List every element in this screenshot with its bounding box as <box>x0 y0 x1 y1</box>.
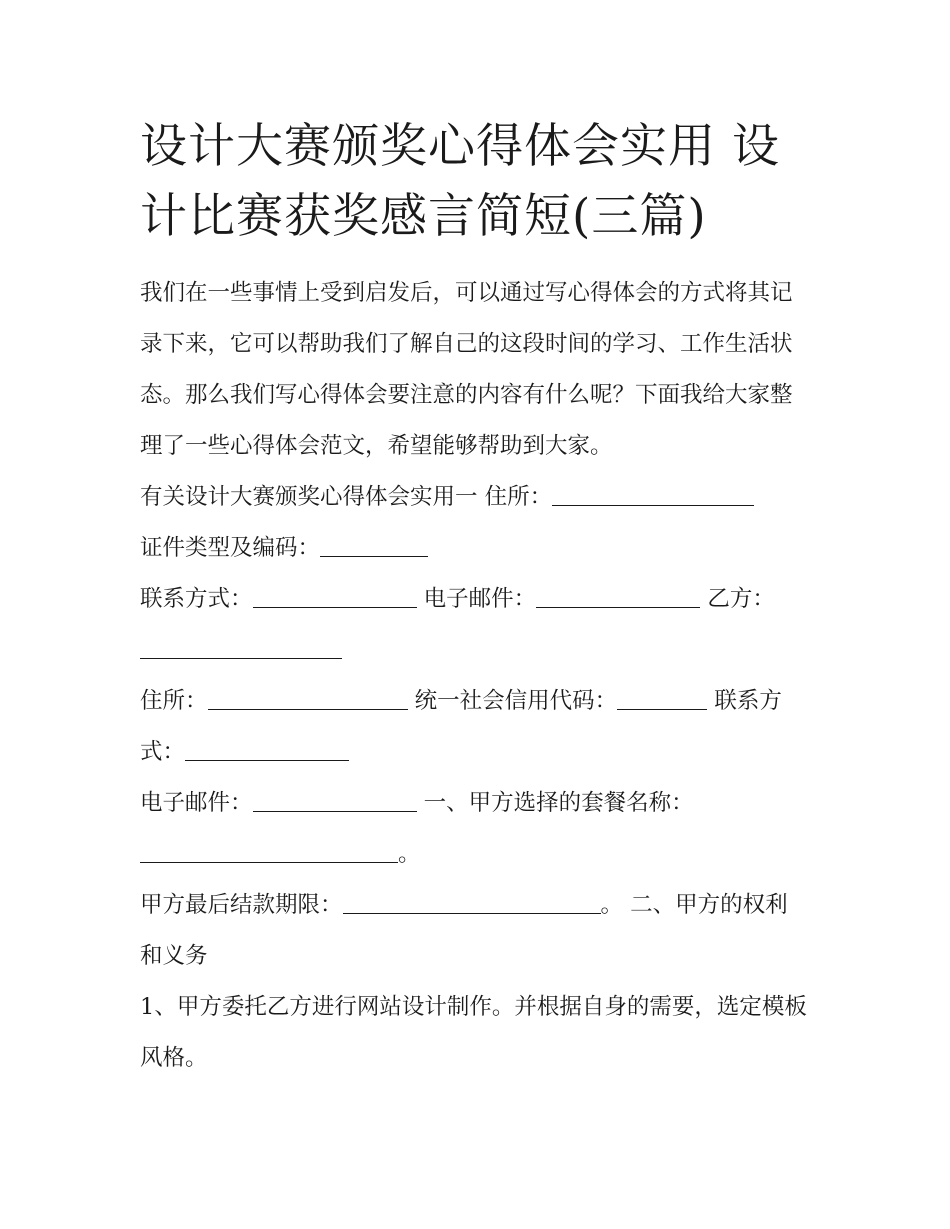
rights-heading: 。 二、甲方的权利和义务 <box>140 892 788 969</box>
contact-blank <box>253 585 417 608</box>
party-b-email-label: 电子邮件： <box>140 790 253 816</box>
party-b-email-blank <box>253 789 417 812</box>
credit-code-blank <box>617 687 707 710</box>
deadline-blank <box>343 891 601 914</box>
address-blank <box>552 483 754 506</box>
intro-paragraph: 我们在一些事情上受到启发后，可以通过写心得体会的方式将其记录下来，它可以帮助我们了解自己的这段时间的学习、工作生活状态。那么我们写心得体会要注意的内容有什么呢？下面我给大家整理了一些心得体会范文，希望能够帮助到大家。 <box>140 280 793 459</box>
package-blank <box>140 840 398 863</box>
deadline-label: 甲方最后结款期限： <box>140 892 343 918</box>
deadline-line <box>140 880 810 982</box>
party-b-blank <box>140 636 342 659</box>
clause-item-1: 1、甲方委托乙方进行网站设计制作。并根据自身的需要，选定模板风格。 <box>140 994 807 1071</box>
party-a-address-label: 有关设计大赛颁奖心得体会实用一 住所： <box>140 484 553 510</box>
id-type-blank <box>320 534 428 557</box>
contact-line <box>140 574 810 676</box>
party-b-contact-blank <box>185 738 349 761</box>
package-end: 。 <box>398 841 421 867</box>
credit-code-label: 统一社会信用代码： <box>407 688 618 714</box>
document-title: 设计大赛颁奖心得体会实用 设计比赛获奖感言简短(三篇) <box>140 119 780 244</box>
party-b-contact-label: 联系方式： <box>140 688 782 765</box>
id-type-line <box>140 523 810 574</box>
party-b-label: 乙方： <box>700 586 775 612</box>
email-label: 电子邮件： <box>416 586 537 612</box>
contact-label: 联系方式： <box>140 586 253 612</box>
party-b-info-line <box>140 676 810 778</box>
party-b-address-blank <box>208 687 408 710</box>
package-line <box>140 778 810 880</box>
party-a-address-line <box>140 472 810 523</box>
party-b-address-label: 住所： <box>140 688 208 714</box>
id-type-label: 证件类型及编码： <box>140 535 321 561</box>
email-blank <box>536 585 700 608</box>
package-label: 一、甲方选择的套餐名称： <box>416 790 694 816</box>
document-body <box>140 112 810 1084</box>
